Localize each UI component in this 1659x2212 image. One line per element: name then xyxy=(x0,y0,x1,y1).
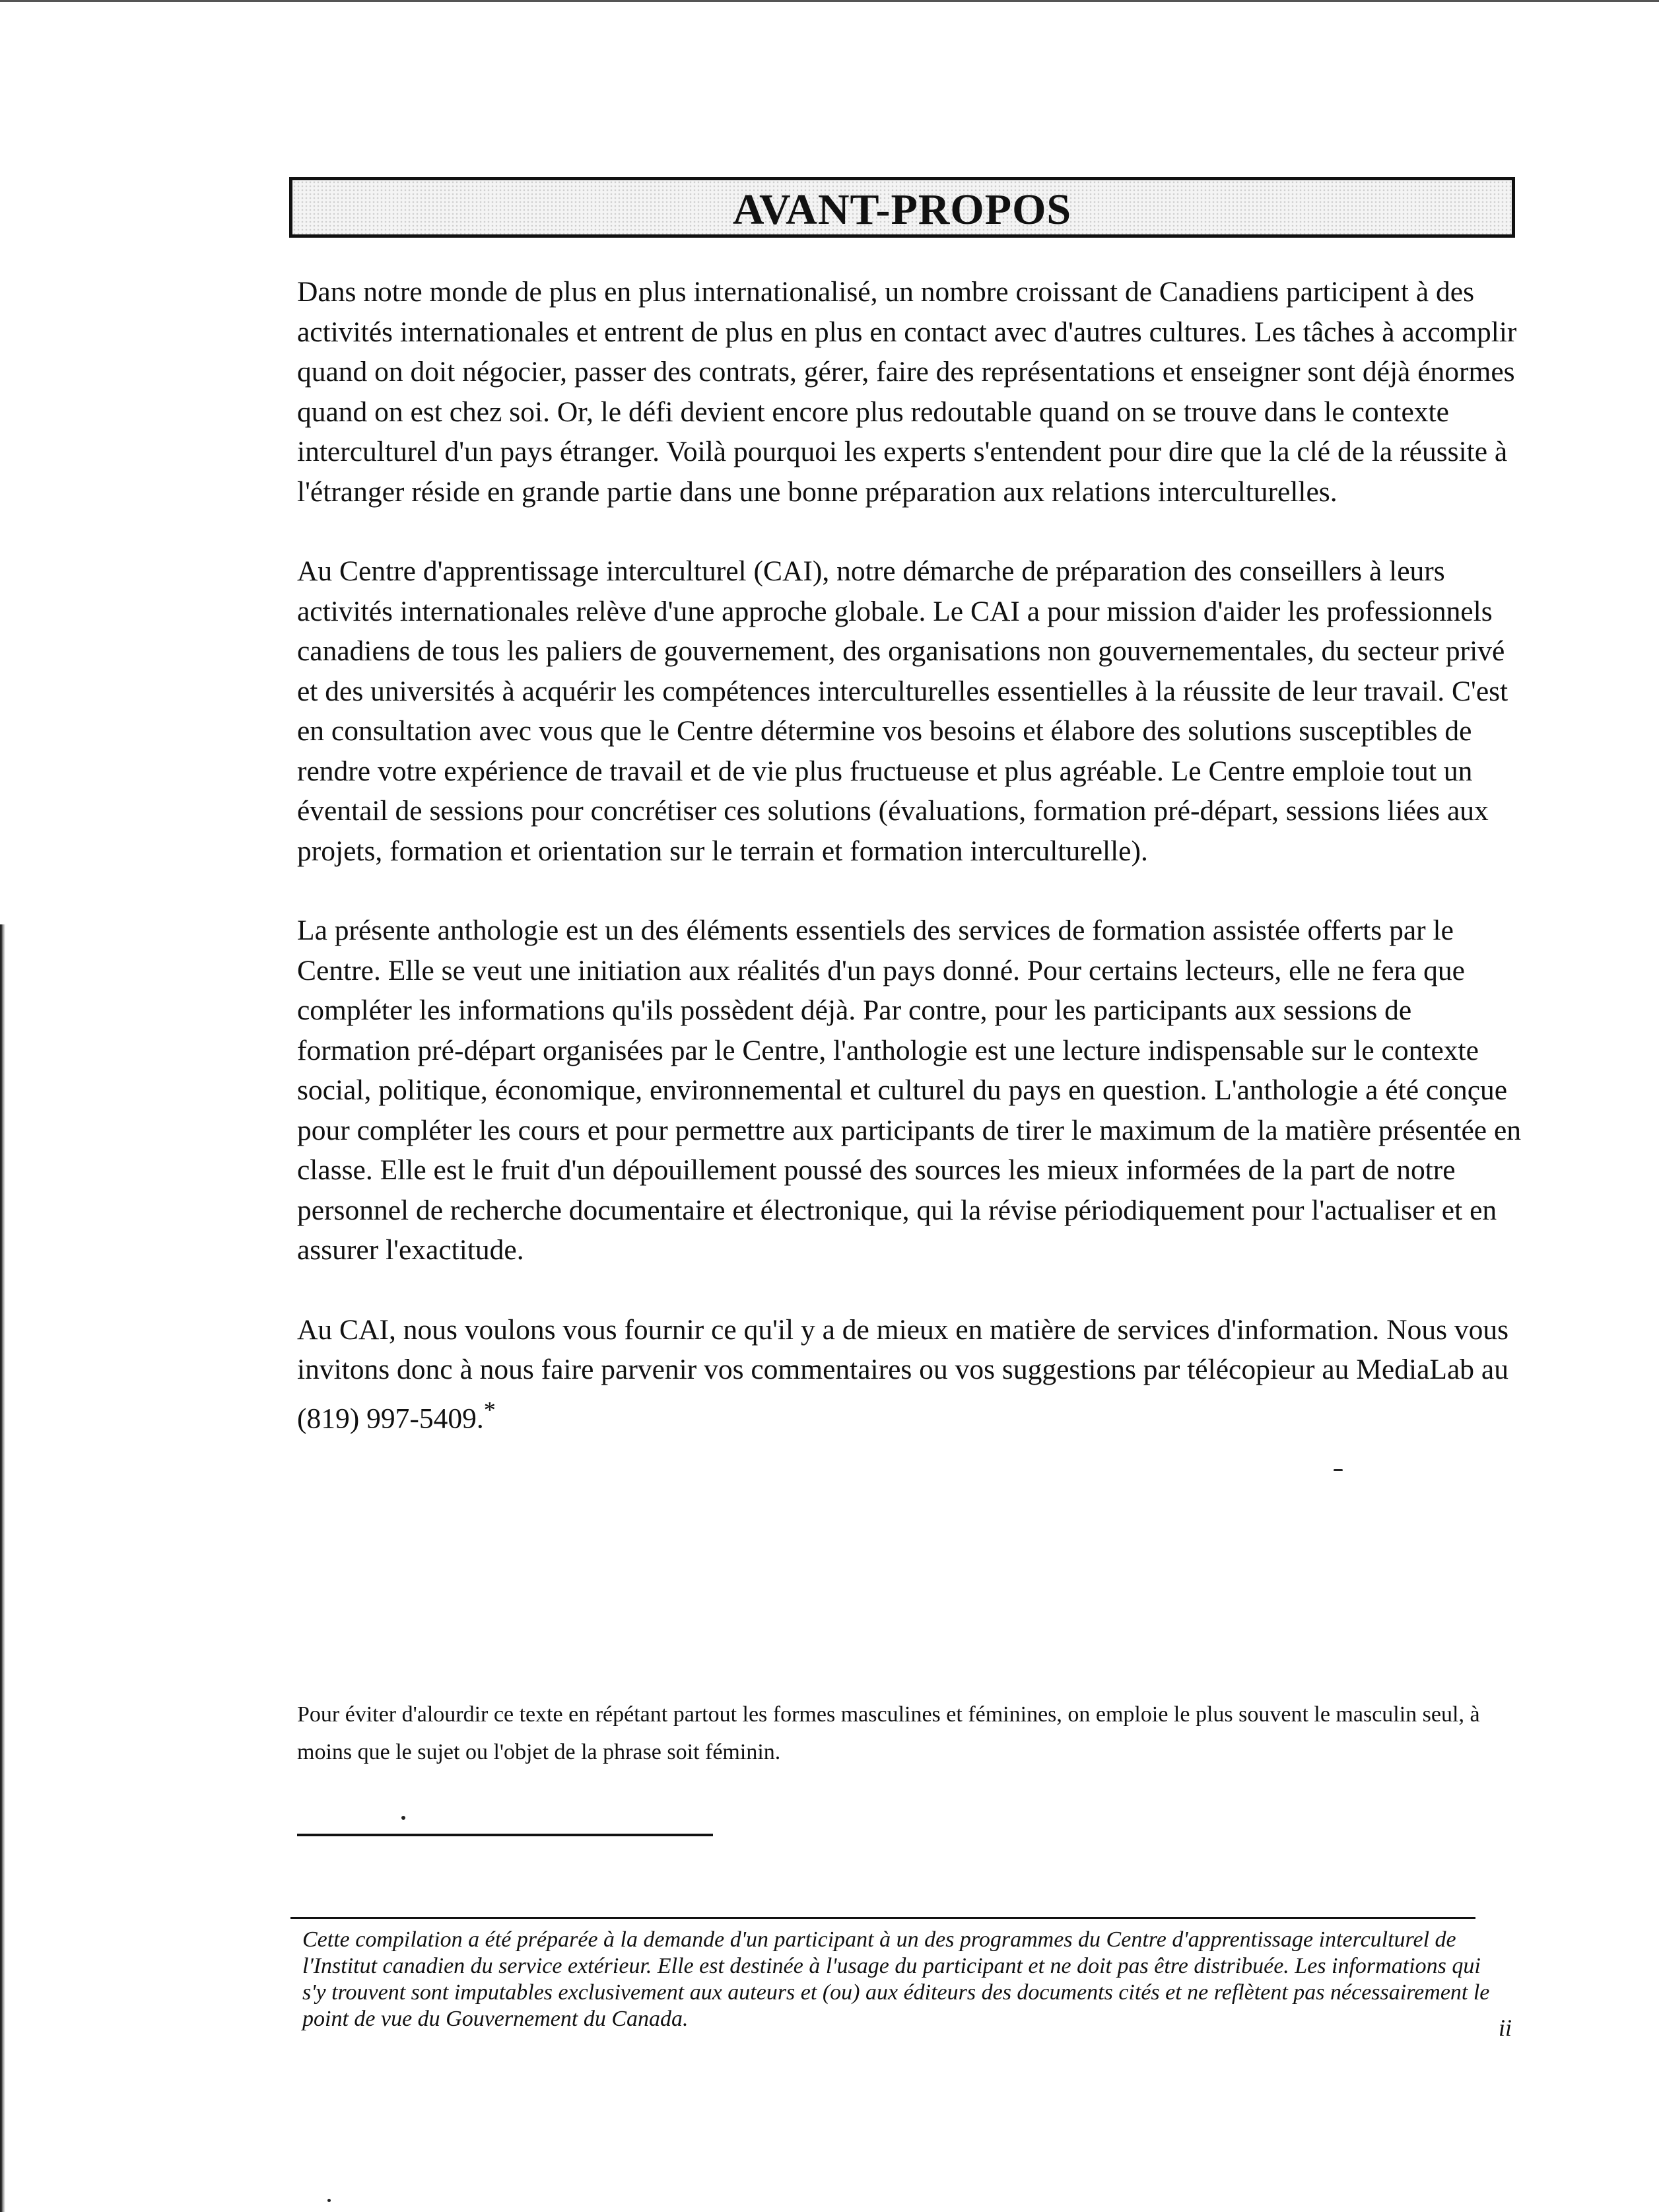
title-banner xyxy=(289,177,1515,238)
disclaimer xyxy=(302,1927,1491,2032)
paragraph-4 xyxy=(297,1310,1522,1439)
gender-note xyxy=(297,1696,1525,1771)
body-text xyxy=(297,272,1522,1478)
gender-note-text: Pour éviter d'alourdir ce texte en répétant partout les formes masculines et féminines, on emploie le plus souvent le masculin seul, à moins que le sujet ou l'objet de la phrase soit féminin. xyxy=(297,1702,1480,1764)
disclaimer-rule xyxy=(290,1917,1475,1919)
paragraph-2: Au Centre d'apprentissage interculturel (CAI), notre démarche de préparation des conseillers à leurs activités internationales relève d'une approche globale. Le CAI a pour mission d'aider les professionnels canadiens de tous les paliers de gouvernement, des organisations non gouvernementales, du secteur privé et des universités à acquérir les compétences interculturelles essentielles à la réussite de leur travail. C'est en consultation avec vous que le Centre détermine vos besoins et élabore des solutions susceptibles de rendre votre expérience de travail et de vie plus fructueuse et plus agréable. Le Centre emploie tout un éventail de sessions pour concrétiser ces solutions (évaluations, formation pré-départ, sessions liées aux projets, formation et orientation sur le terrain et formation interculturelle). xyxy=(297,555,1508,867)
scan-edge-top xyxy=(0,0,1659,2)
disclaimer-text: Cette compilation a été préparée à la demande d'un participant à un des programmes du Centre d'apprentissage interculturel de l'Institut canadien du service extérieur. Elle est destinée à l'usage du participant et ne doit pas être distribuée. Les informations qui s'y trouvent sont imputables exclusivement aux auteurs et (ou) aux éditeurs des documents cités et ne reflètent pas nécessairement le point de vue du Gouvernement du Canada. xyxy=(302,1927,1490,2031)
scan-speck xyxy=(327,2199,331,2202)
paragraph-4-text: Au CAI, nous voulons vous fournir ce qu'il y a de mieux en matière de services d'information. Nous vous invitons donc à nous faire parvenir vos commentaires ou vos suggestions par télécopieur au MediaLab au (819) 997-5409. xyxy=(297,1313,1509,1434)
footnote-rule xyxy=(297,1834,713,1836)
footnote-asterisk: * xyxy=(483,1396,496,1423)
paragraph-3: La présente anthologie est un des éléments essentiels des services de formation assistée offerts par le Centre. Elle se veut une initiation aux réalités d'un pays donné. Pour certains lecteurs, elle ne fera que compléter les informations qu'ils possèdent déjà. Par contre, pour les participants aux sessions de formation pré-départ organisées par le Centre, l'anthologie est une lecture indispensable sur le contexte social, politique, économique, environnemental et culturel du pays en question. L'anthologie a été conçue pour compléter les cours et pour permettre aux participants de tirer le maximum de la matière présentée en classe. Elle est le fruit d'un dépouillement poussé des sources les mieux informées de la part de notre personnel de recherche documentaire et électronique, qui la révise périodiquement pour l'actualiser et en assurer l'exactitude. xyxy=(297,915,1522,1266)
scan-speck xyxy=(1334,1469,1343,1471)
page-number: ii xyxy=(1499,2015,1512,2041)
page-title: AVANT-PROPOS xyxy=(732,186,1072,234)
scan-speck xyxy=(401,1816,405,1820)
paragraph-1: Dans notre monde de plus en plus internationalisé, un nombre croissant de Canadiens participent à des activités internationales et entrent de plus en plus en contact avec d'autres cultures. Les tâches à accomplir quand on doit négocier, passer des contrats, gérer, faire des représentations et enseigner sont déjà énormes quand on est chez soi. Or, le défi devient encore plus redoutable quand on se trouve dans le contexte interculturel d'un pays étranger. Voilà pourquoi les experts s'entendent pour dire que la clé de la réussite à l'étranger réside en grande partie dans une bonne préparation aux relations interculturelles. xyxy=(297,276,1517,508)
scan-edge-left xyxy=(0,924,5,2212)
